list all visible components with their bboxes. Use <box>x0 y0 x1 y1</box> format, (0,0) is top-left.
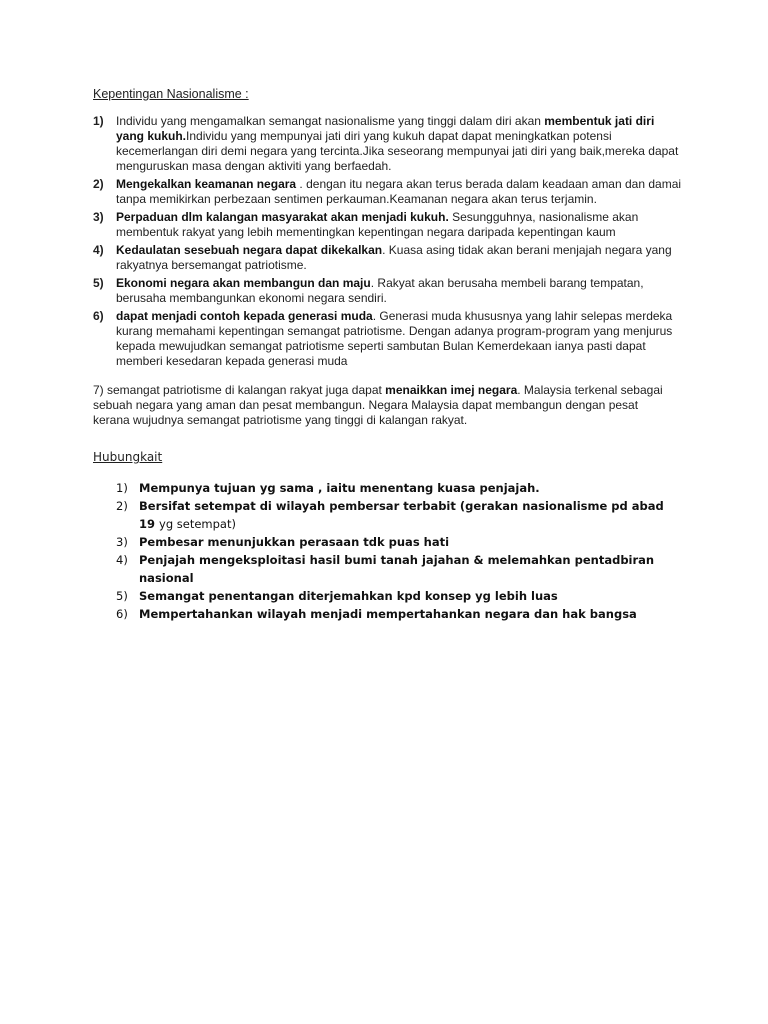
item-text <box>139 551 683 587</box>
item-text-bold: Ekonomi negara akan membangun dan maju <box>116 276 371 290</box>
item-text-post: Sesungguhnya, nasionalisme akan membentuk rakyat yang lebih mementingkan kepentingan negara daripada kepentingan kaum <box>116 210 639 239</box>
item-number: 3) <box>116 535 128 549</box>
list-item <box>116 497 683 533</box>
item-number: 6) <box>116 607 128 621</box>
item-text <box>139 533 683 551</box>
section-heading: Kepentingan Nasionalisme : <box>93 87 249 101</box>
item-text-main: Bersifat setempat di wilayah pembersar terbabit (gerakan nasionalisme pd abad 19 <box>139 499 664 531</box>
item-text <box>116 210 683 240</box>
item-text-main: Penjajah mengeksploitasi hasil bumi tanah jajahan & melemahkan pentadbiran nasional <box>139 553 655 585</box>
item-text-bold: Mengekalkan keamanan negara <box>116 177 297 191</box>
list-item <box>116 533 683 551</box>
item-text-tail: yg setempat) <box>159 517 236 531</box>
list-item <box>93 114 683 174</box>
paragraph-seven <box>93 383 673 428</box>
item-text-bold: dapat menjadi contoh kepada generasi muda <box>116 309 373 323</box>
item-text-post: . Generasi muda khususnya yang lahir selepas merdeka kurang memahami kepentingan semangat patriotisme. Dengan adanya program-program yang menjurus kepada mewujudkan semangat patriotisme seperti sambutan Bulan Kemerdekaan ianya pasti dapat memberi kesedaran kepada generasi muda <box>116 309 673 368</box>
item-text-post: . Rakyat akan berusaha membeli barang tempatan, berusaha membangunkan ekonomi negara sendiri. <box>116 276 644 305</box>
item-text <box>116 114 683 174</box>
item-number: 2) <box>116 499 128 513</box>
item-text <box>139 605 683 623</box>
item-text-main: Semangat penentangan diterjemahkan kpd konsep yg lebih luas <box>139 589 558 603</box>
item-text <box>116 276 683 306</box>
para-text-pre: 7) semangat patriotisme di kalangan rakyat juga dapat <box>93 383 386 397</box>
document-page <box>93 86 683 623</box>
item-number: 3) <box>93 210 104 224</box>
item-text-bold: membentuk jati diri yang kukuh. <box>116 114 655 143</box>
item-text-main: Pembesar menunjukkan perasaan tdk puas hati <box>139 535 450 549</box>
item-text <box>139 497 683 533</box>
list-item <box>93 177 683 207</box>
item-text-post: . Kuasa asing tidak akan berani menjajah negara yang rakyatnya bersemangat patriotisme. <box>116 243 672 272</box>
item-text <box>139 479 683 497</box>
item-text <box>116 309 683 369</box>
list-item <box>116 605 683 623</box>
list-item <box>93 210 683 240</box>
item-text-bold: Perpaduan dlm kalangan masyarakat akan menjadi kukuh. <box>116 210 449 224</box>
list-item <box>93 309 683 369</box>
para-text-post: . Malaysia terkenal sebagai sebuah negara yang aman dan pesat membangun. Negara Malaysia dapat membangun dengan pesat kerana wujudnya semangat patriotisme yang tinggi di kalangan rakyat. <box>93 383 663 427</box>
item-text-post: Individu yang mempunyai jati diri yang kukuh dapat dapat meningkatkan potensi kecemerlangan diri demi negara yang tercinta.Jika seseorang mempunyai jati diri yang baik,mereka dapat menguruskan masa dengan aktiviti yang berfaedah. <box>116 129 679 173</box>
item-text <box>139 587 683 605</box>
list-item <box>93 243 683 273</box>
list-item <box>116 551 683 587</box>
item-number: 4) <box>93 243 104 257</box>
list-item <box>116 587 683 605</box>
item-text <box>116 177 683 207</box>
item-number: 5) <box>116 589 128 603</box>
hubungkait-list <box>116 479 683 623</box>
importance-list <box>93 114 683 369</box>
item-text-main: Mempertahankan wilayah menjadi mempertahankan negara dan hak bangsa <box>139 607 637 621</box>
item-number: 6) <box>93 309 104 323</box>
para-text-bold: menaikkan imej negara <box>385 383 518 397</box>
hubungkait-heading: Hubungkait <box>93 450 163 464</box>
item-text-main: Mempunya tujuan yg sama , iaitu menentang kuasa penjajah. <box>139 481 540 495</box>
item-text <box>116 243 683 273</box>
item-number: 1) <box>93 114 104 128</box>
item-text-pre: Individu yang mengamalkan semangat nasionalisme yang tinggi dalam diri akan <box>116 114 545 128</box>
item-number: 2) <box>93 177 104 191</box>
item-number: 5) <box>93 276 104 290</box>
item-number: 1) <box>116 481 128 495</box>
list-item <box>93 276 683 306</box>
item-text-bold: Kedaulatan sesebuah negara dapat dikekalkan <box>116 243 383 257</box>
item-text-post: . dengan itu negara akan terus berada dalam keadaan aman dan damai tanpa memikirkan perbezaan sentimen perkauman.Keamanan negara akan terus terjamin. <box>116 177 682 206</box>
item-number: 4) <box>116 553 128 567</box>
list-item <box>116 479 683 497</box>
